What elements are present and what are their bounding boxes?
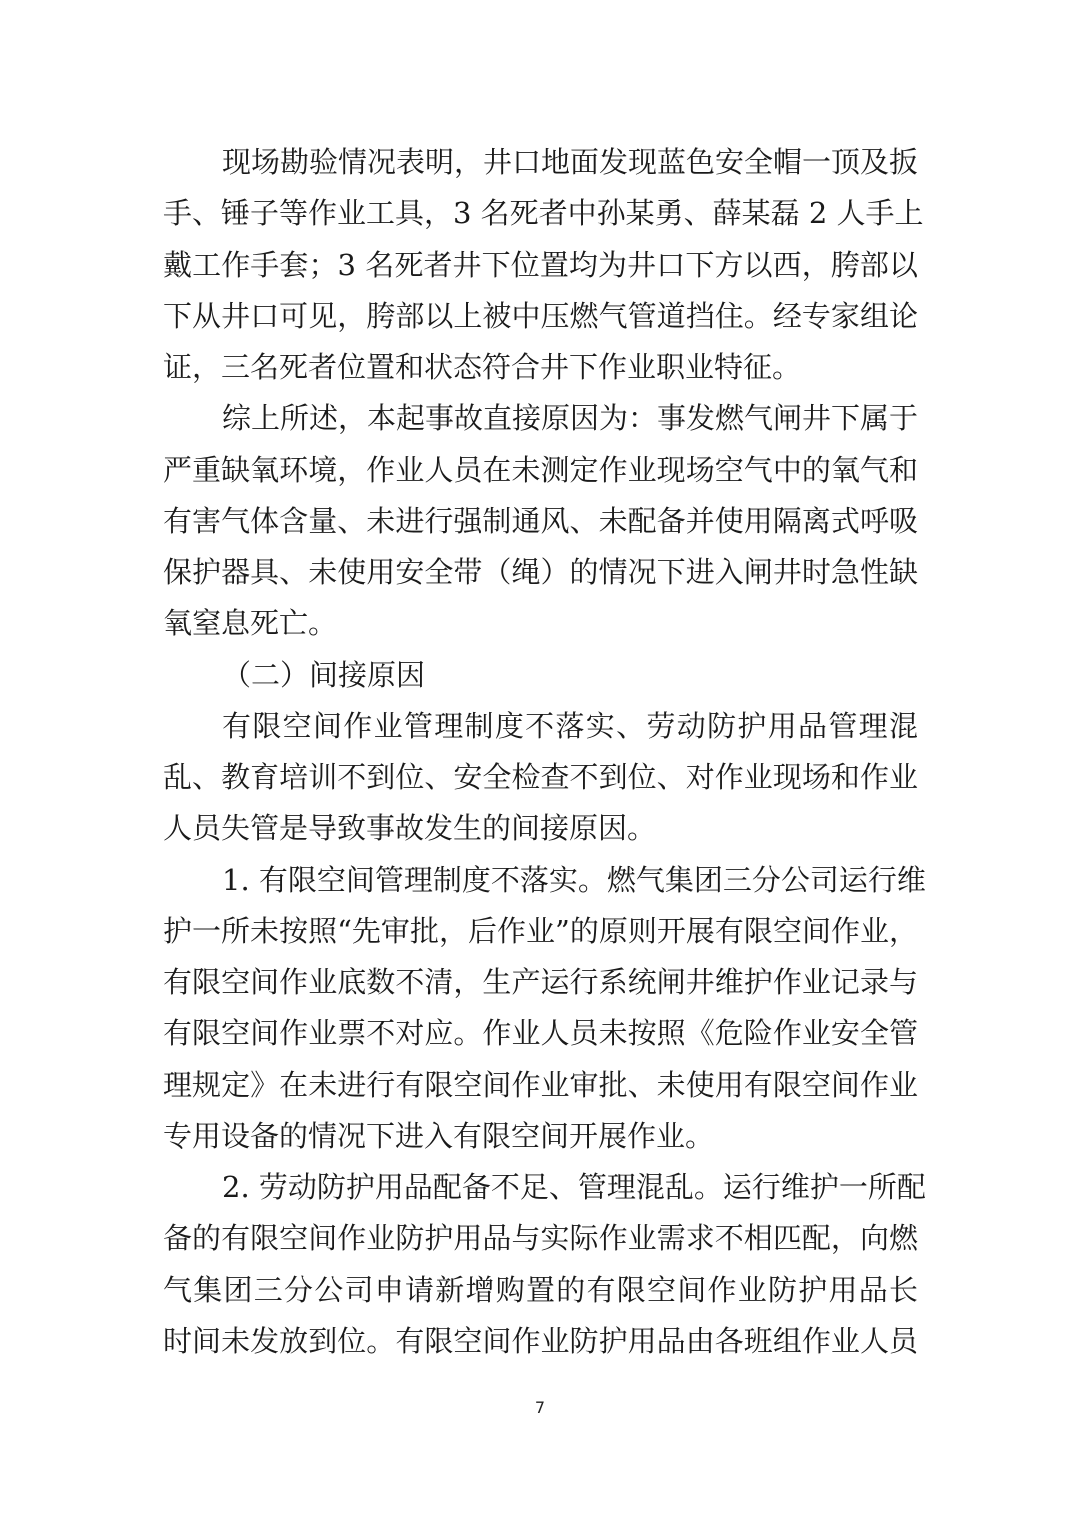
paragraph-line: 严重缺氧环境，作业人员在未测定作业现场空气中的氧气和 [163, 453, 918, 487]
paragraph-line: 有限空间作业管理制度不落实、劳动防护用品管理混 [222, 709, 918, 743]
paragraph-line: 乱、教育培训不到位、安全检查不到位、对作业现场和作业 [163, 760, 918, 794]
paragraph-line: 综上所述，本起事故直接原因为：事发燃气闸井下属于 [222, 401, 919, 435]
list-item-line: 有限空间作业底数不清，生产运行系统闸井维护作业记录与 [163, 965, 918, 999]
list-item-line: 气集团三分公司申请新增购置的有限空间作业防护用品长 [163, 1273, 918, 1307]
paragraph-line: 证，三名死者位置和状态符合井下作业职业特征。 [163, 350, 802, 384]
paragraph-line: 有害气体含量、未进行强制通风、未配备并使用隔离式呼吸 [163, 504, 918, 538]
list-item-line: 2. 劳动防护用品配备不足、管理混乱。运行维护一所配 [222, 1170, 926, 1204]
paragraph-line: 人员失管是导致事故发生的间接原因。 [163, 811, 657, 845]
paragraph-line: 保护器具、未使用安全带（绳）的情况下进入闸井时急性缺 [163, 555, 918, 589]
list-item-line: 理规定》在未进行有限空间作业审批、未使用有限空间作业 [163, 1068, 918, 1102]
paragraph-line: 现场勘验情况表明，井口地面发现蓝色安全帽一顶及扳 [222, 145, 919, 179]
list-item-line: 有限空间作业票不对应。作业人员未按照《危险作业安全管 [163, 1016, 918, 1050]
list-item-line: 专用设备的情况下进入有限空间开展作业。 [163, 1119, 715, 1153]
page-number: 7 [534, 1398, 546, 1417]
list-item-line: 1. 有限空间管理制度不落实。燃气集团三分公司运行维 [222, 863, 926, 897]
paragraph-line: 氧窒息死亡。 [163, 606, 338, 640]
paragraph-line: 下从井口可见，胯部以上被中压燃气管道挡住。经专家组论 [163, 299, 918, 333]
section-heading: （二）间接原因 [222, 658, 426, 692]
list-item-line: 备的有限空间作业防护用品与实际作业需求不相匹配，向燃 [163, 1221, 918, 1255]
paragraph-line: 戴工作手套；3 名死者井下位置均为井口下方以西，胯部以 [163, 248, 918, 282]
list-item-line: 时间未发放到位。有限空间作业防护用品由各班组作业人员 [163, 1324, 918, 1358]
paragraph-line: 手、锤子等作业工具，3 名死者中孙某勇、薛某磊 2 人手上 [163, 196, 924, 230]
list-item-line: 护一所未按照“先审批，后作业”的原则开展有限空间作业， [163, 914, 918, 948]
